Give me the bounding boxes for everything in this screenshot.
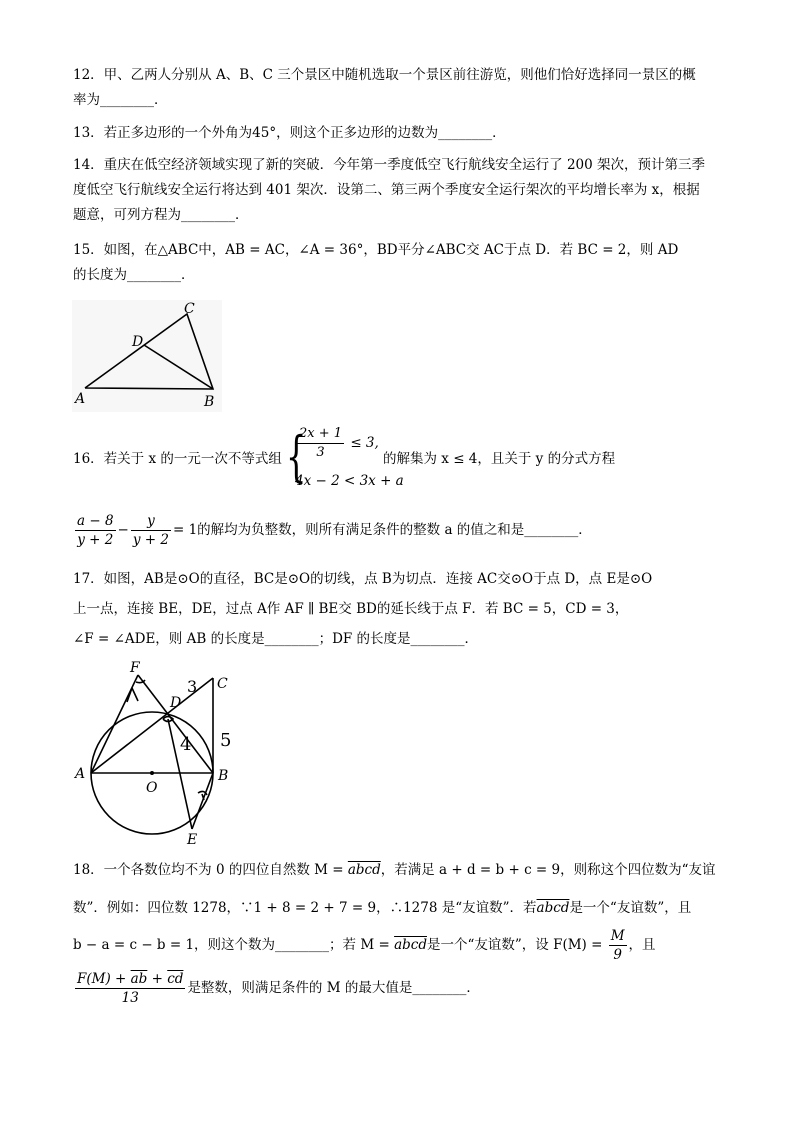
q18-cd: $\overline{cd}$ [167, 971, 184, 987]
question-12 [73, 63, 723, 113]
q18-ab: $\overline{ab}$ [130, 971, 148, 987]
q14-line2: 度低空飞行航线安全运行将达到 401 架次．设第二、第三两个季度安全运行架次的平均增长率为 x，根据 [73, 182, 700, 198]
q18-fm-den: 9 [613, 947, 622, 963]
q18-line2-post: 是一个“友谊数”，且 [569, 900, 692, 916]
q17-label-c: C [217, 676, 228, 692]
q15-label-c: C [184, 301, 195, 317]
q15-label-b: B [204, 394, 215, 410]
question-15 [73, 238, 723, 288]
q18-frac-num-a: F(M) + [77, 971, 131, 987]
question-16 [73, 425, 723, 495]
question-14 [73, 153, 723, 228]
q18-line2 [73, 893, 723, 923]
q17-annotation-4: 4 [180, 734, 192, 755]
q18-line3-mid: 是一个“友谊数”，设 F(M) = [426, 937, 607, 953]
q18-line4-post: 是整数，则满足条件的 M 的最大值是________． [187, 980, 480, 996]
q17-line1: 17．如图，AB是⊙O的直径，BC是⊙O的切线，点 B为切点．连接 AC交⊙O于点 D，点 E是⊙O [73, 571, 653, 587]
q14-line1: 14．重庆在低空经济领域实现了新的突破．今年第一季度低空飞行航线安全运行了 200 架次，预计第三季 [73, 157, 706, 173]
q17-label-f: F [130, 660, 140, 676]
q18-fm-num: M [610, 928, 625, 944]
q16-ineq2: 4x − 2 < 3x + a [295, 473, 404, 489]
q18-abcd-1: abcd [347, 862, 381, 878]
question-17 [73, 564, 723, 654]
q16-system-brace: { [285, 425, 307, 488]
q17-line2: 上一点，连接 BE，DE，过点 A作 AF ∥ BE交 BD的延长线于点 F．若 BC = 5，CD = 3， [73, 601, 629, 617]
q17-annotation-3: 3 [187, 677, 198, 696]
q16-ineq1-rel: ≤ 3, [350, 435, 379, 451]
q15-line1: 15．如图，在△ABC中，AB = AC，∠A = 36°，BD平分∠ABC交 AC于点 D．若 BC = 2，则 AD [73, 242, 679, 258]
q16-ineq1 [295, 425, 379, 462]
q18-frac-den: 13 [121, 990, 139, 1006]
q17-label-b: B [218, 768, 229, 784]
q16-frac1-num: a − 8 [77, 513, 114, 529]
q18-line3-pre: b − a = c − b = 1，则这个数为________；若 M = [73, 937, 395, 953]
q16-ineq1-num: 2x + 1 [297, 425, 344, 444]
q18-line1 [73, 855, 723, 885]
q18-abcd-3: abcd [394, 937, 427, 953]
q18-line4 [73, 970, 723, 1007]
q18-line3-post: ，且 [628, 937, 656, 953]
q16-ineq1-den: 3 [316, 445, 325, 460]
q15-label-a: A [75, 391, 86, 407]
q17-annotation-5: 5 [220, 730, 232, 751]
q16-frac2-num: y [131, 512, 171, 531]
question-18 [73, 855, 723, 1007]
q16-eq-rest: = 1的解均为负整数，则所有满足条件的整数 a 的值之和是________． [172, 522, 592, 538]
q12-line2: 率为________． [73, 92, 168, 108]
q18-line3 [73, 927, 723, 964]
q15-triangle-figure [72, 300, 222, 412]
q18-abcd-2: abcd [536, 900, 570, 916]
q18-line1-pre: 18．一个各数位均不为 0 的四位自然数 M = [73, 862, 348, 878]
q16-suffix: 的解集为 x ≤ 4，且关于 y 的分式方程 [383, 451, 616, 467]
q14-line3: 题意，可列方程为________． [73, 207, 249, 223]
q17-label-a: A [75, 766, 86, 782]
q17-label-d: D [170, 695, 182, 711]
q16-frac1-den: y + 2 [77, 532, 114, 548]
q15-line2: 的长度为________． [73, 267, 195, 283]
q17-circle-figure [72, 658, 242, 848]
q16-prefix: 16．若关于 x 的一元一次不等式组 [73, 451, 282, 467]
q18-line1-post: ，若满足 a + d = b + c = 9，则称这个四位数为“友谊 [380, 862, 716, 878]
q16-frac2-den: y + 2 [132, 532, 169, 548]
q12-line1: 12．甲、乙两人分别从 A、B、C 三个景区中随机选取一个景区前往游览，则他们恰好选择同一景区的概 [73, 67, 696, 83]
q18-plus: + [147, 971, 168, 987]
q15-label-d: D [132, 334, 144, 350]
q13-text: 13．若正多边形的一个外角为45°，则这个正多边形的边数为________． [73, 125, 506, 141]
q18-line2-pre: 数”．例如：四位数 1278，∵1 + 8 = 2 + 7 = 9，∴1278 是“友谊数”．若 [73, 900, 537, 916]
q17-line3: ∠F = ∠ADE，则 AB 的长度是________；DF 的长度是________． [73, 631, 479, 647]
q17-label-o: O [146, 780, 158, 796]
q17-label-e: E [187, 832, 198, 848]
q16-minus: − [117, 522, 129, 538]
question-16-equation [73, 512, 723, 549]
question-13 [73, 121, 723, 146]
